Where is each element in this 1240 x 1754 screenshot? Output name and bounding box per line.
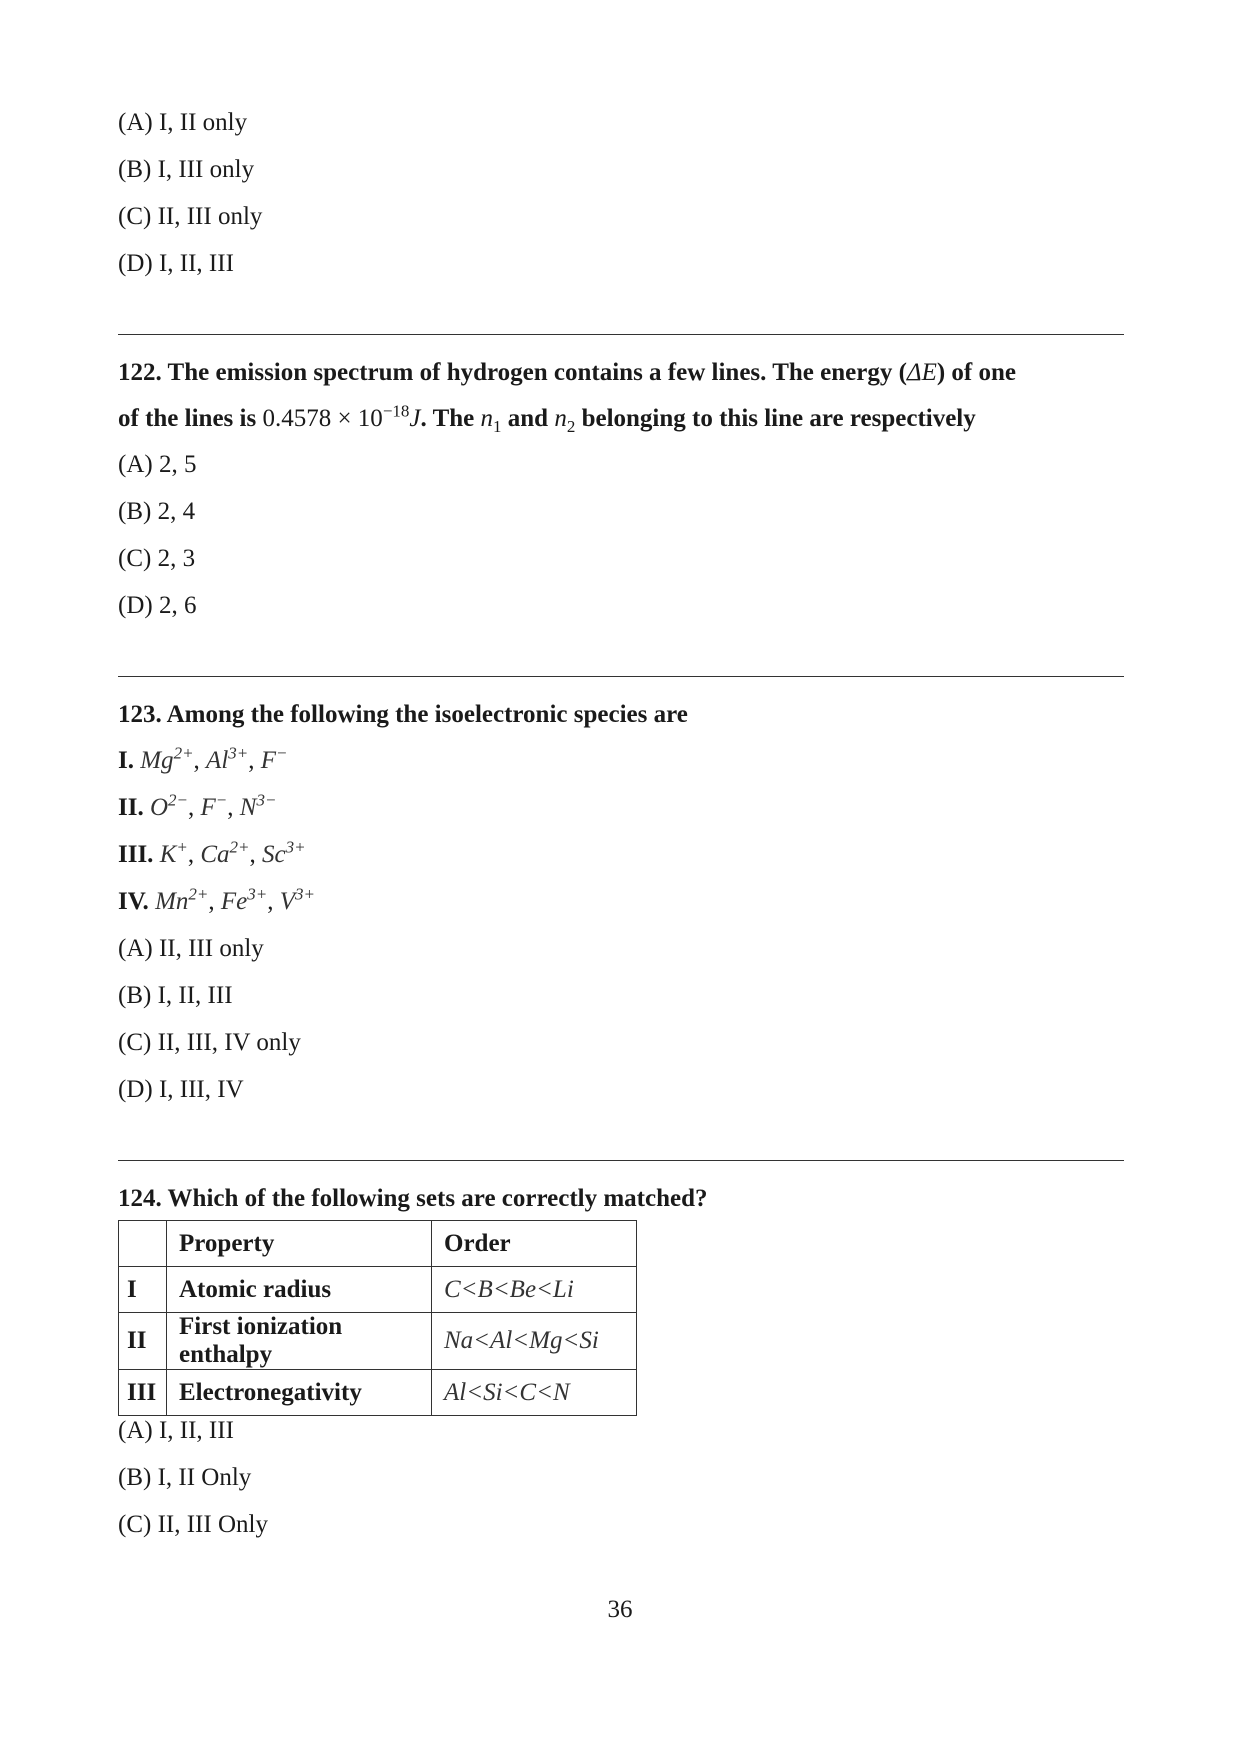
page-number: 36 <box>607 1596 633 1623</box>
property-cell: Electronegativity <box>167 1370 432 1416</box>
option-d[interactable]: (D) I, II, III <box>118 250 234 277</box>
row-number: III <box>119 1370 167 1416</box>
question-122 <box>118 358 1124 638</box>
question-124 <box>118 1184 1124 1557</box>
question-124-stem: 124. Which of the following sets are correctly matched? <box>118 1185 708 1212</box>
option-b[interactable]: (B) I, III only <box>118 156 255 183</box>
table-header-cell <box>119 1221 167 1267</box>
question-122-stem-line1: 122. The emission spectrum of hydrogen contains a few lines. The energy (ΔE) of one <box>118 359 1017 386</box>
question-122-stem-line2: of the lines is $0.4578 \times 10^{-18}J$. The $n_1$ and $n_2$ belonging to this line are respectively <box>118 401 976 436</box>
question-123-stem: 123. Among the following the isoelectronic species are <box>118 701 688 728</box>
table-header-row <box>119 1221 637 1267</box>
property-cell: First ionization enthalpy <box>167 1313 432 1370</box>
match-table <box>118 1220 637 1416</box>
table-row <box>119 1267 637 1313</box>
option-a[interactable]: (A) II, III only <box>118 935 264 962</box>
option-b[interactable]: (B) I, II, III <box>118 982 233 1009</box>
q121-options <box>118 108 1124 296</box>
order-cell: Na<Al<Mg<Si <box>432 1313 637 1370</box>
order-cell: Al<Si<C<N <box>432 1370 637 1416</box>
species-set-i: I. $Mg^{2+}$, $Al^{3+}$, F− <box>118 743 288 774</box>
option-a[interactable]: (A) 2, 5 <box>118 451 197 478</box>
row-number: I <box>119 1267 167 1313</box>
option-b[interactable]: (B) I, II Only <box>118 1464 252 1491</box>
species-set-iii: III. K+, $Ca^{2+}$, $Sc^{3+}$ <box>118 837 306 868</box>
row-number: II <box>119 1313 167 1370</box>
table-row <box>119 1313 637 1370</box>
species-set-ii: II. $O^{2-}$, F−, $N^{3-}$ <box>118 790 277 821</box>
option-a[interactable]: (A) I, II, III <box>118 1417 234 1444</box>
question-123 <box>118 700 1124 1122</box>
option-c[interactable]: (C) II, III only <box>118 203 263 230</box>
question-page <box>118 108 1124 1557</box>
species-set-iv: IV. $Mn^{2+}$, $Fe^{3+}$, $V^{3+}$ <box>118 884 315 915</box>
option-c[interactable]: (C) II, III Only <box>118 1511 268 1538</box>
table-header-cell: Property <box>167 1221 432 1267</box>
table-row <box>119 1370 637 1416</box>
property-cell: Atomic radius <box>167 1267 432 1313</box>
order-cell: C<B<Be<Li <box>432 1267 637 1313</box>
option-d[interactable]: (D) 2, 6 <box>118 592 197 619</box>
option-c[interactable]: (C) II, III, IV only <box>118 1029 301 1056</box>
option-b[interactable]: (B) 2, 4 <box>118 498 196 525</box>
option-d[interactable]: (D) I, III, IV <box>118 1076 244 1103</box>
option-a[interactable]: (A) I, II only <box>118 109 248 136</box>
option-c[interactable]: (C) 2, 3 <box>118 545 196 572</box>
table-header-cell: Order <box>432 1221 637 1267</box>
